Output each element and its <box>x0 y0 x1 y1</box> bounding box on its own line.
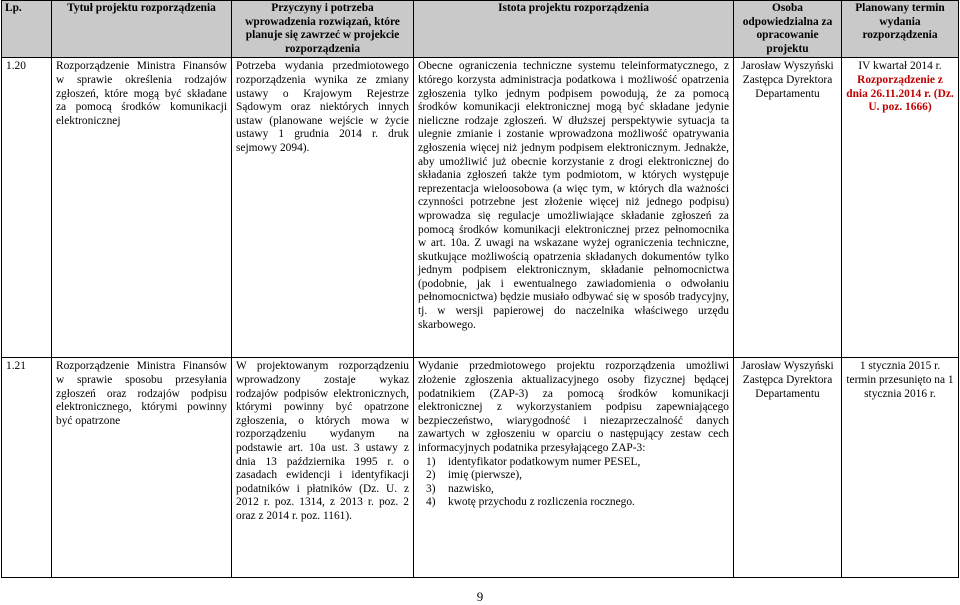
header-lp: Lp. <box>2 1 52 58</box>
regulation-title: Rozporządzenie Ministra Finansów w sprawie określenia rodzajów zgłoszeń, które mogą być składane za pomocą środków komunikacji elektronicznej <box>52 58 232 358</box>
row-number: 1.21 <box>2 358 52 578</box>
essence-intro: Wydanie przedmiotowego projektu rozporządzenia umożliwi złożenie zgłoszenia aktualizacyjnego osoby fizycznej będącej podatnikiem (ZAP-3) za pomocą środków komunikacji elektronicznej z wykorzystaniem podpisu zapewniającego bezpieczeństwo, wiarygodność i niezaprzeczalność danych zawartych w zgłoszeniu w oparciu o następujący zestaw cech informacyjnych podatnika przesyłającego ZAP-3: <box>418 360 729 454</box>
deadline-note: Rozporządzenie z dnia 26.11.2014 r. (Dz. U. poz. 1666) <box>846 73 954 114</box>
regulation-title: Rozporządzenie Ministra Finansów w sprawie sposobu przesyłania zgłoszeń oraz rodzajów podpisu elektronicznego, którymi powinny być opatrzone <box>52 358 232 578</box>
regulation-essence <box>414 358 734 578</box>
header-title: Tytuł projektu rozporządzenia <box>52 1 232 58</box>
regulations-table <box>1 0 959 578</box>
list-item: imię (pierwsze), <box>448 469 523 482</box>
page-number: 9 <box>476 589 484 604</box>
responsible-person: Jarosław Wyszyński Zastępca Dyrektora Departamentu <box>734 58 842 358</box>
list-item: identyfikator podatkowym numer PESEL, <box>448 455 641 468</box>
header-person: Osoba odpowiedzialna za opracowanie projektu <box>734 1 842 58</box>
regulation-essence: Obecne ograniczenia techniczne systemu teleinformatycznego, z którego korzysta administracja podatkowa i możliwość opatrzenia zgłoszenia tylko jednym podpisem powodują, że za pomocą środków komunikacji elektronicznej mogą być składane jedynie nieliczne rodzaje zgłoszeń. W dłuższej perspektywie sytuacja ta ulegnie zmianie i zostanie wprowadzona możliwość opatrywania zgłoszenia więcej niż jednym podpisem elektronicznym. Jednakże, aby umożliwić już obecnie korzystanie z drogi elektronicznej do składania zgłoszeń także tym podmiotom, w których występuje reprezentacja wieloosobowa (a więc tym, w których dla ważności czynności potrzebne jest złożenie więcej niż jednego podpisu) wprowadza się regulacje umożliwiające składanie zgłoszeń za pomocą środków komunikacji elektronicznej przez pełnomocnika w art. 10a. Z uwagi na wskazane wyżej ograniczenia techniczne, skutkujące możliwością opatrzenia składanych dokumentów tylko jednym podpisem elektronicznym, składanie pełnomocnictwa (podobnie, jak i ewentualnego zawiadomienia o odwołaniu pełnomocnictwa) będzie musiało odbywać się w sposób tradycyjny, tj. w wersji papierowej do naczelnika właściwego urzędu skarbowego. <box>414 58 734 358</box>
header-deadline: Planowany termin wydania rozporządzenia <box>842 1 959 58</box>
table-row <box>2 358 959 578</box>
regulation-reasons: Potrzeba wydania przedmiotowego rozporządzenia wynika ze zmiany ustawy o Krajowym Rejestrze Sądowym oraz niektórych innych ustaw (planowane wejście w życie ustawy 1 grudnia 2014 r. druk sejmowy 2094). <box>232 58 414 358</box>
deadline-main: 1 stycznia 2015 r. <box>859 360 941 373</box>
regulation-reasons: W projektowanym rozporządzeniu wprowadzony zostaje wykaz rodzajów podpisów elektronicznych, którymi powinny być opatrzone zgłoszenia, o których mowa w rozporządzeniu wydanym na podstawie art. 10a ust. 3 ustawy z dnia 13 października 1995 r. o zasadach ewidencji i identyfikacji podatników i płatników (Dz. U. z 2012 r. poz. 1314, z 2013 r. poz. 2 oraz z 2014 r. poz. 1161). <box>232 358 414 578</box>
table-row <box>2 58 959 358</box>
header-row <box>2 1 959 58</box>
planned-deadline <box>842 358 959 578</box>
deadline-main: IV kwartał 2014 r. <box>858 60 942 73</box>
list-item: kwotę przychodu z rozliczenia rocznego. <box>448 496 635 509</box>
deadline-note: termin przesunięto na 1 stycznia 2016 r. <box>846 373 954 400</box>
row-number: 1.20 <box>2 58 52 358</box>
planned-deadline <box>842 58 959 358</box>
list-item: nazwisko, <box>448 482 494 495</box>
responsible-person: Jarosław Wyszyński Zastępca Dyrektora Departamentu <box>734 358 842 578</box>
header-essence: Istota projektu rozporządzenia <box>414 1 734 58</box>
taxpayer-fields-list <box>418 456 729 510</box>
header-reasons: Przyczyny i potrzeba wprowadzenia rozwiązań, które planuje się zawrzeć w projekcie rozporządzenia <box>232 1 414 58</box>
